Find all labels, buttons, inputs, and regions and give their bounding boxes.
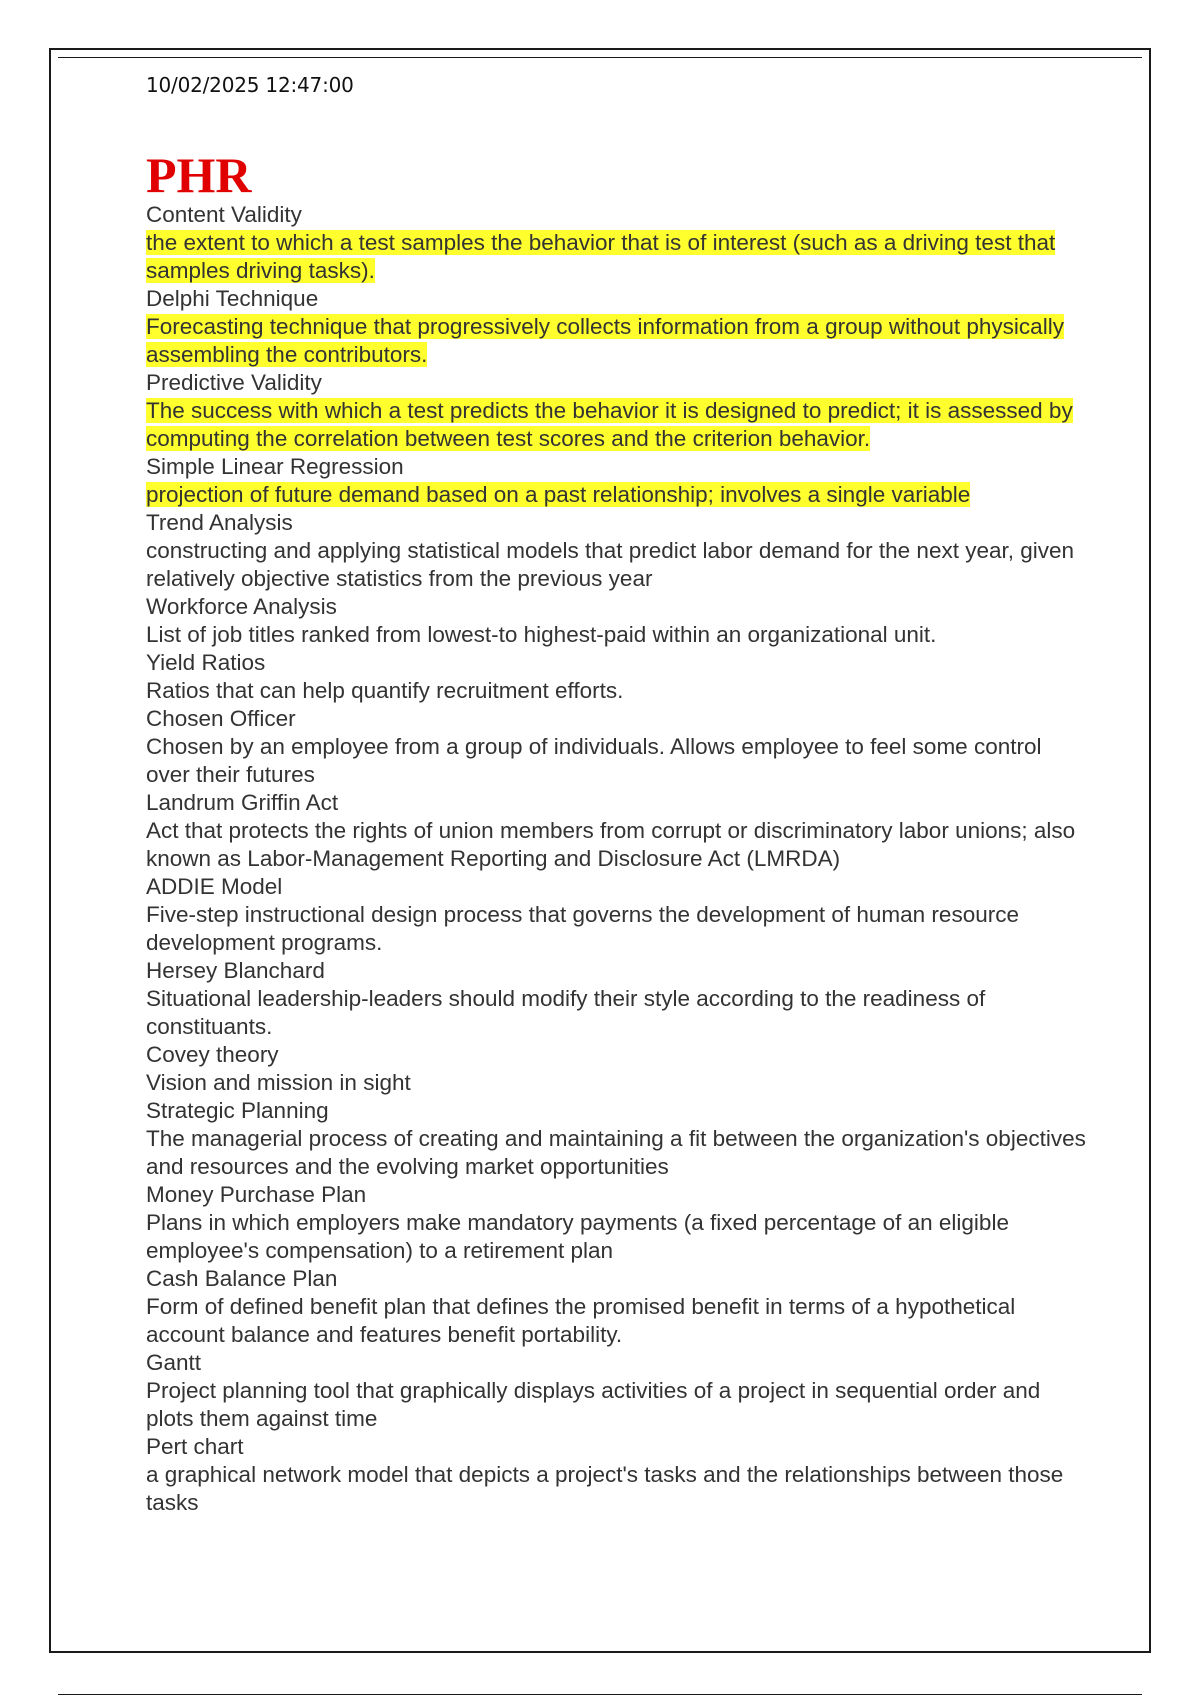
next-page-rule <box>58 1694 1142 1695</box>
definition: Situational leadership-leaders should modify their style according to the readiness of constituants. <box>146 986 986 1039</box>
document-title: PHR <box>146 147 252 203</box>
definition: constructing and applying statistical models that predict labor demand for the next year, given relatively objective statistics from the previous year <box>146 538 1075 591</box>
term: Simple Linear Regression <box>146 454 404 479</box>
page-content <box>146 68 1086 1517</box>
definition: Vision and mission in sight <box>146 1070 411 1095</box>
definition: Plans in which employers make mandatory payments (a fixed percentage of an eligible employee's compensation) to a retirement plan <box>146 1210 1009 1263</box>
glossary-entry <box>146 593 1086 649</box>
term: Chosen Officer <box>146 706 296 731</box>
definition <box>146 229 1086 285</box>
glossary-entry <box>146 1433 1086 1517</box>
glossary-entry <box>146 369 1086 453</box>
term: Trend Analysis <box>146 510 293 535</box>
term: Workforce Analysis <box>146 594 337 619</box>
glossary-entry <box>146 705 1086 789</box>
definition: Five-step instructional design process that governs the development of human resource development programs. <box>146 902 1019 955</box>
glossary-list <box>146 201 1086 1517</box>
definition: Chosen by an employee from a group of individuals. Allows employee to feel some control over their futures <box>146 734 1042 787</box>
term: Pert chart <box>146 1434 244 1459</box>
glossary-entry <box>146 509 1086 593</box>
glossary-entry <box>146 957 1086 1041</box>
definition <box>146 481 1086 509</box>
timestamp: 10/02/2025 12:47:00 <box>146 73 354 97</box>
term: Predictive Validity <box>146 370 322 395</box>
term: Covey theory <box>146 1042 279 1067</box>
term: Landrum Griffin Act <box>146 790 339 815</box>
glossary-entry <box>146 649 1086 705</box>
term: Cash Balance Plan <box>146 1266 338 1291</box>
glossary-entry <box>146 873 1086 957</box>
glossary-entry <box>146 201 1086 285</box>
highlighted-definition: projection of future demand based on a past relationship; involves a single variable <box>146 482 971 507</box>
definition <box>146 313 1086 369</box>
highlighted-definition: Forecasting technique that progressively collects information from a group without physically assembling the contributors. <box>146 314 1064 367</box>
glossary-entry <box>146 789 1086 873</box>
term: Hersey Blanchard <box>146 958 325 983</box>
glossary-entry <box>146 1181 1086 1265</box>
glossary-entry <box>146 1041 1086 1097</box>
term: Delphi Technique <box>146 286 319 311</box>
definition: Form of defined benefit plan that defines the promised benefit in terms of a hypothetical account balance and features benefit portability. <box>146 1294 1016 1347</box>
glossary-entry <box>146 1265 1086 1349</box>
definition: Project planning tool that graphically displays activities of a project in sequential order and plots them against time <box>146 1378 1041 1431</box>
glossary-entry <box>146 1349 1086 1433</box>
definition <box>146 397 1086 453</box>
definition: The managerial process of creating and maintaining a fit between the organization's objectives and resources and the evolving market opportunities <box>146 1126 1086 1179</box>
term: Content Validity <box>146 202 302 227</box>
definition: a graphical network model that depicts a project's tasks and the relationships between those tasks <box>146 1462 1064 1515</box>
term: Strategic Planning <box>146 1098 329 1123</box>
glossary-entry <box>146 285 1086 369</box>
glossary-entry <box>146 1097 1086 1181</box>
definition: List of job titles ranked from lowest-to highest-paid within an organizational unit. <box>146 622 937 647</box>
term: Gantt <box>146 1350 202 1375</box>
definition: Act that protects the rights of union members from corrupt or discriminatory labor unions; also known as Labor-Management Reporting and Disclosure Act (LMRDA) <box>146 818 1076 871</box>
term: Money Purchase Plan <box>146 1182 367 1207</box>
highlighted-definition: the extent to which a test samples the behavior that is of interest (such as a driving test that samples driving tasks). <box>146 230 1056 283</box>
top-rule <box>58 57 1142 58</box>
term: ADDIE Model <box>146 874 283 899</box>
term: Yield Ratios <box>146 650 266 675</box>
highlighted-definition: The success with which a test predicts the behavior it is designed to predict; it is assessed by computing the correlation between test scores and the criterion behavior. <box>146 398 1073 451</box>
definition: Ratios that can help quantify recruitment efforts. <box>146 678 624 703</box>
glossary-entry <box>146 453 1086 509</box>
